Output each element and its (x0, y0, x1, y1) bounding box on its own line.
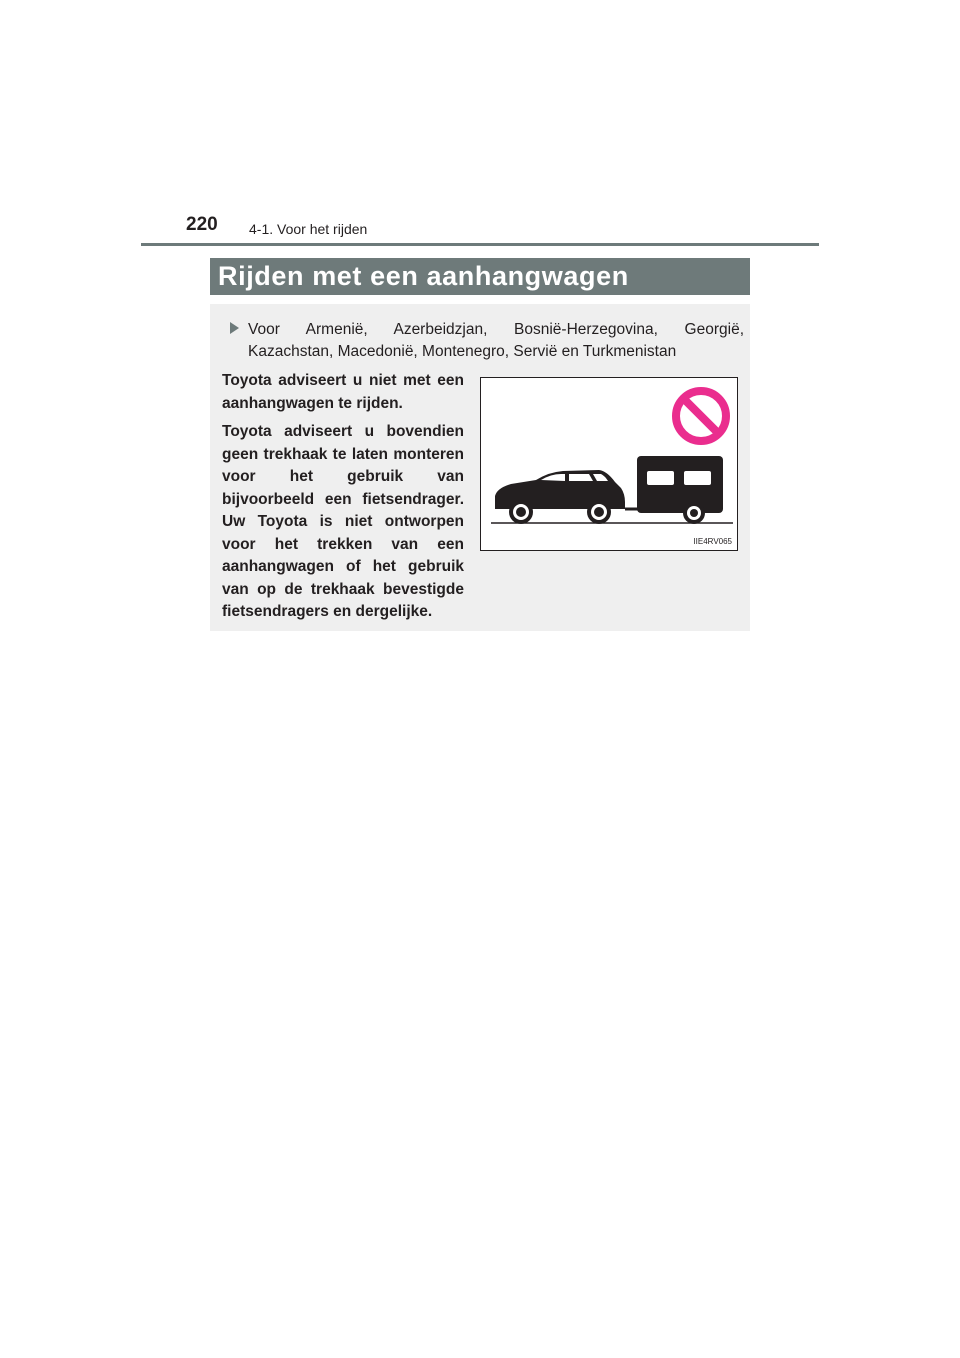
paragraph-2: Toyota adviseert u bovendien geen trekhaak te laten monteren voor het gebruik van bijvoorbeeld een fietsendrager. Uw Toyota is niet ontworpen voor het trekken van een aanhangwagen of het gebruik van op de trekhaak bevestigde fietsendragers en dergelijke. (222, 423, 464, 620)
header-rule (141, 243, 819, 246)
paragraph-1: Toyota adviseert u niet met een aanhangwagen te rijden. (222, 372, 464, 412)
figure-code: IIE4RV065 (693, 537, 732, 546)
country-notice-text: Voor Armenië, Azerbeidzjan, Bosnië-Herzegovina, Georgië, Kazachstan, Macedonië, Montenegro, Servië en Turkmenistan (248, 321, 744, 360)
illustration (480, 377, 738, 551)
page-title: Rijden met een aanhangwagen (218, 261, 629, 291)
country-notice (230, 319, 744, 363)
page-number: 220 (186, 214, 218, 235)
car-icon (495, 470, 639, 524)
title-bar (210, 258, 750, 295)
towing-illustration (481, 378, 737, 550)
section-reference: 4-1. Voor het rijden (249, 221, 368, 237)
bullet-arrow-icon (230, 322, 239, 334)
content-box (210, 304, 750, 631)
trailer-icon (637, 456, 723, 524)
prohibited-icon (676, 391, 726, 441)
